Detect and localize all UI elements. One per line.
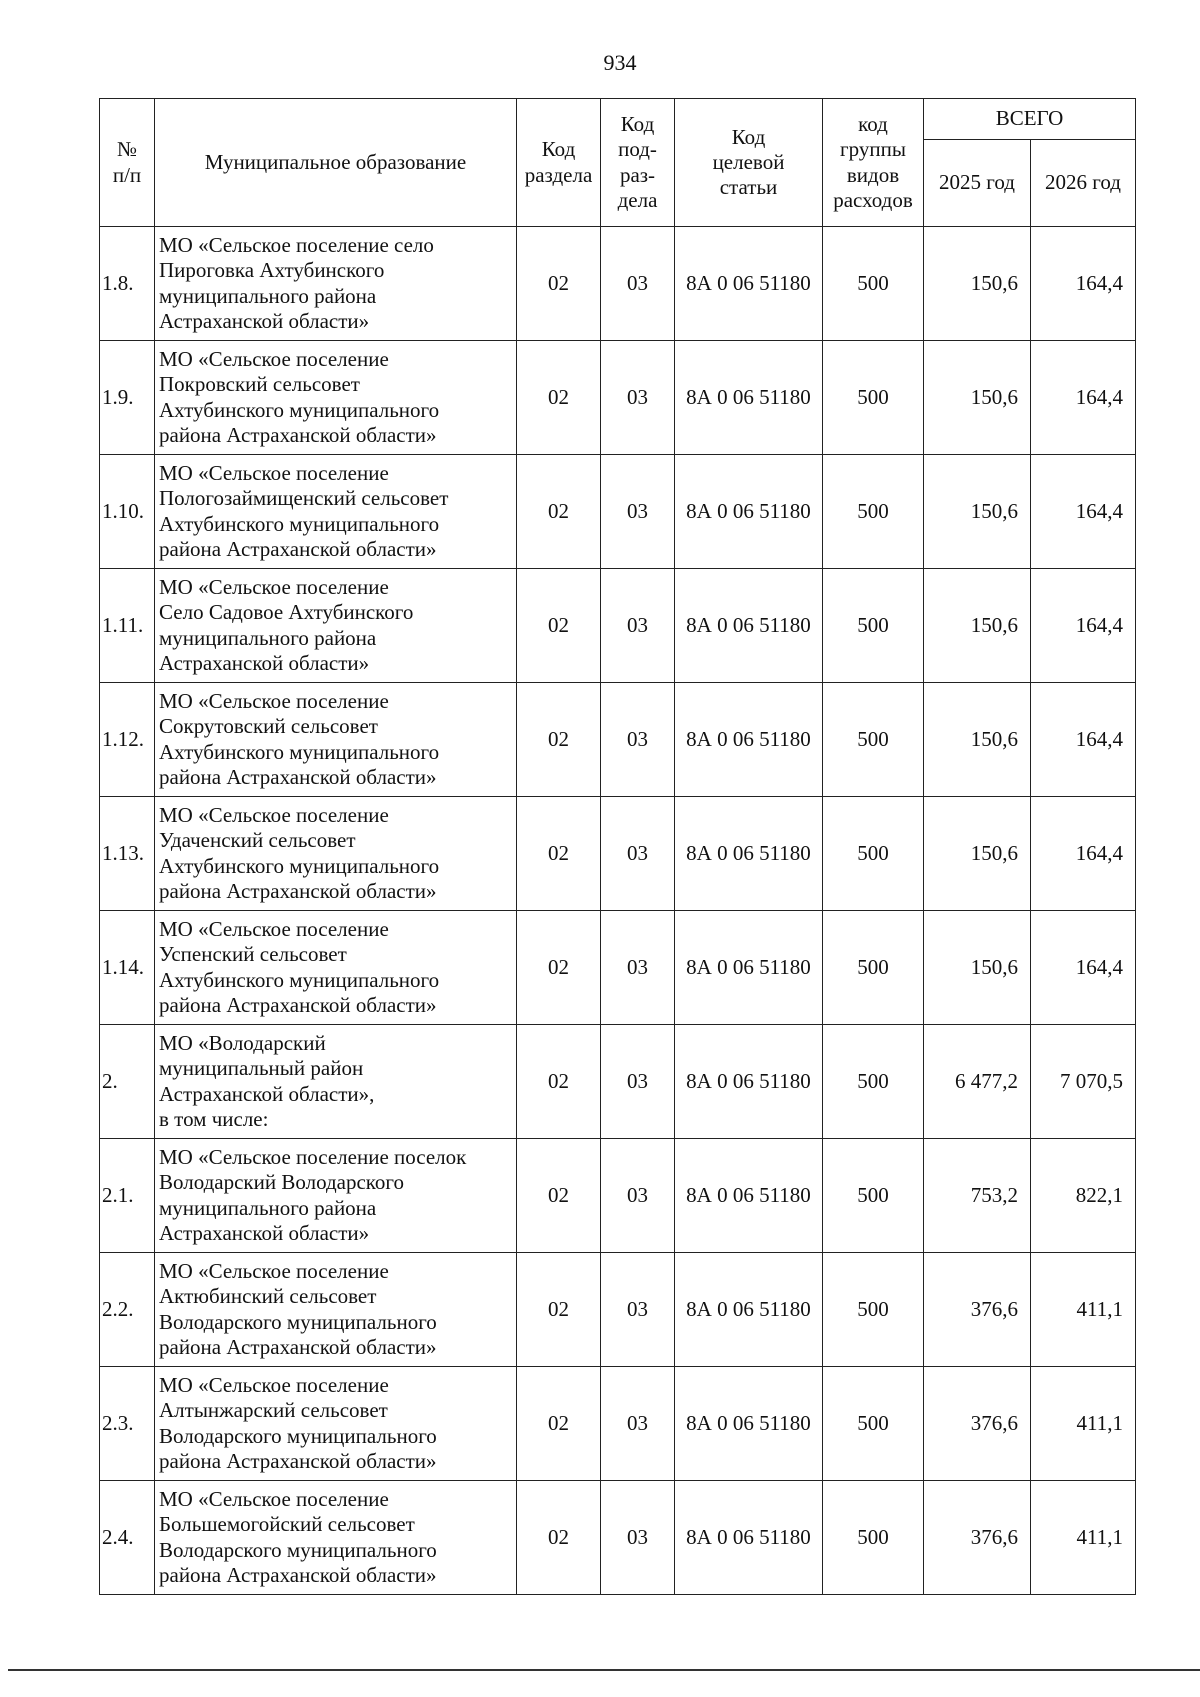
header-expense-group-code: код группы видов расходов <box>823 99 924 227</box>
subsection-code: 03 <box>601 911 675 1025</box>
target-code: 8А 0 06 51180 <box>675 227 823 341</box>
amount-2026: 822,1 <box>1031 1139 1136 1253</box>
amount-2025: 150,6 <box>924 683 1031 797</box>
target-code: 8А 0 06 51180 <box>675 1367 823 1481</box>
amount-2026: 164,4 <box>1031 911 1136 1025</box>
table-row <box>100 1481 1136 1595</box>
expense-group-code: 500 <box>823 1025 924 1139</box>
municipality-name: МО «Сельское поселение село Пироговка Ахтубинского муниципального района Астраханской области» <box>155 227 517 341</box>
section-code: 02 <box>517 341 601 455</box>
table-row <box>100 227 1136 341</box>
municipality-name: МО «Сельское поселение Алтынжарский сельсовет Володарского муниципального района Астраханской области» <box>155 1367 517 1481</box>
expense-group-code: 500 <box>823 455 924 569</box>
page-number: 934 <box>603 50 637 75</box>
table-body <box>100 227 1136 1595</box>
table-row <box>100 797 1136 911</box>
section-code: 02 <box>517 1139 601 1253</box>
amount-2026: 411,1 <box>1031 1367 1136 1481</box>
expense-group-code: 500 <box>823 797 924 911</box>
header-year-2026: 2026 год <box>1031 140 1136 227</box>
amount-2025: 150,6 <box>924 911 1031 1025</box>
row-number: 2.3. <box>100 1367 155 1481</box>
table-row <box>100 455 1136 569</box>
table-row <box>100 911 1136 1025</box>
expense-group-code: 500 <box>823 1367 924 1481</box>
row-number: 1.10. <box>100 455 155 569</box>
expense-group-code: 500 <box>823 911 924 1025</box>
amount-2025: 753,2 <box>924 1139 1031 1253</box>
municipality-name: МО «Сельское поселение Пологозаймищенский сельсовет Ахтубинского муниципального района Астраханской области» <box>155 455 517 569</box>
table-row <box>100 569 1136 683</box>
amount-2025: 150,6 <box>924 227 1031 341</box>
section-code: 02 <box>517 569 601 683</box>
header-municipality: Муниципальное образование <box>155 99 517 227</box>
amount-2026: 164,4 <box>1031 455 1136 569</box>
table-row <box>100 1025 1136 1139</box>
target-code: 8А 0 06 51180 <box>675 569 823 683</box>
target-code: 8А 0 06 51180 <box>675 1253 823 1367</box>
amount-2026: 164,4 <box>1031 569 1136 683</box>
bottom-divider <box>8 1669 1200 1671</box>
amount-2025: 150,6 <box>924 569 1031 683</box>
expense-group-code: 500 <box>823 341 924 455</box>
municipality-name: МО «Сельское поселение Покровский сельсовет Ахтубинского муниципального района Астраханской области» <box>155 341 517 455</box>
section-code: 02 <box>517 1025 601 1139</box>
subsection-code: 03 <box>601 1481 675 1595</box>
target-code: 8А 0 06 51180 <box>675 1139 823 1253</box>
expense-group-code: 500 <box>823 1253 924 1367</box>
row-number: 2.4. <box>100 1481 155 1595</box>
amount-2026: 164,4 <box>1031 797 1136 911</box>
target-code: 8А 0 06 51180 <box>675 683 823 797</box>
municipality-name: МО «Сельское поселение Успенский сельсовет Ахтубинского муниципального района Астраханской области» <box>155 911 517 1025</box>
amount-2025: 6 477,2 <box>924 1025 1031 1139</box>
subsection-code: 03 <box>601 683 675 797</box>
amount-2025: 150,6 <box>924 455 1031 569</box>
row-number: 1.8. <box>100 227 155 341</box>
subsection-code: 03 <box>601 569 675 683</box>
target-code: 8А 0 06 51180 <box>675 341 823 455</box>
table-row <box>100 341 1136 455</box>
section-code: 02 <box>517 227 601 341</box>
municipality-name: МО «Сельское поселение Большемогойский сельсовет Володарского муниципального района Астраханской области» <box>155 1481 517 1595</box>
amount-2025: 150,6 <box>924 341 1031 455</box>
municipality-name: МО «Сельское поселение Удаченский сельсовет Ахтубинского муниципального района Астраханской области» <box>155 797 517 911</box>
row-number: 1.12. <box>100 683 155 797</box>
municipality-name: МО «Сельское поселение Сокрутовский сельсовет Ахтубинского муниципального района Астраханской области» <box>155 683 517 797</box>
municipality-name: МО «Володарский муниципальный район Астраханской области», в том числе: <box>155 1025 517 1139</box>
table-row <box>100 1139 1136 1253</box>
table-row <box>100 1253 1136 1367</box>
header-num: № п/п <box>100 99 155 227</box>
row-number: 2.2. <box>100 1253 155 1367</box>
municipality-name: МО «Сельское поселение Село Садовое Ахтубинского муниципального района Астраханской области» <box>155 569 517 683</box>
municipality-name: МО «Сельское поселение Актюбинский сельсовет Володарского муниципального района Астраханской области» <box>155 1253 517 1367</box>
section-code: 02 <box>517 1253 601 1367</box>
expense-group-code: 500 <box>823 569 924 683</box>
amount-2025: 376,6 <box>924 1367 1031 1481</box>
row-number: 1.9. <box>100 341 155 455</box>
row-number: 1.14. <box>100 911 155 1025</box>
amount-2026: 411,1 <box>1031 1253 1136 1367</box>
section-code: 02 <box>517 1367 601 1481</box>
section-code: 02 <box>517 1481 601 1595</box>
subsection-code: 03 <box>601 1253 675 1367</box>
header-subsection-code: Код под- раз- дела <box>601 99 675 227</box>
table-header <box>100 99 1136 227</box>
amount-2026: 164,4 <box>1031 341 1136 455</box>
expense-group-code: 500 <box>823 227 924 341</box>
budget-table <box>99 98 1136 1595</box>
amount-2026: 164,4 <box>1031 683 1136 797</box>
amount-2025: 376,6 <box>924 1481 1031 1595</box>
subsection-code: 03 <box>601 341 675 455</box>
section-code: 02 <box>517 683 601 797</box>
section-code: 02 <box>517 911 601 1025</box>
target-code: 8А 0 06 51180 <box>675 1025 823 1139</box>
row-number: 2.1. <box>100 1139 155 1253</box>
subsection-code: 03 <box>601 1139 675 1253</box>
amount-2025: 150,6 <box>924 797 1031 911</box>
subsection-code: 03 <box>601 227 675 341</box>
header-target-code: Код целевой статьи <box>675 99 823 227</box>
target-code: 8А 0 06 51180 <box>675 455 823 569</box>
municipality-name: МО «Сельское поселение поселок Володарский Володарского муниципального района Астраханской области» <box>155 1139 517 1253</box>
expense-group-code: 500 <box>823 1481 924 1595</box>
expense-group-code: 500 <box>823 1139 924 1253</box>
amount-2026: 7 070,5 <box>1031 1025 1136 1139</box>
row-number: 2. <box>100 1025 155 1139</box>
amount-2025: 376,6 <box>924 1253 1031 1367</box>
row-number: 1.13. <box>100 797 155 911</box>
amount-2026: 164,4 <box>1031 227 1136 341</box>
section-code: 02 <box>517 455 601 569</box>
header-year-2025: 2025 год <box>924 140 1031 227</box>
section-code: 02 <box>517 797 601 911</box>
target-code: 8А 0 06 51180 <box>675 797 823 911</box>
subsection-code: 03 <box>601 797 675 911</box>
table-row <box>100 683 1136 797</box>
table-row <box>100 1367 1136 1481</box>
row-number: 1.11. <box>100 569 155 683</box>
amount-2026: 411,1 <box>1031 1481 1136 1595</box>
subsection-code: 03 <box>601 1025 675 1139</box>
header-total: ВСЕГО <box>924 99 1136 140</box>
subsection-code: 03 <box>601 455 675 569</box>
target-code: 8А 0 06 51180 <box>675 1481 823 1595</box>
target-code: 8А 0 06 51180 <box>675 911 823 1025</box>
subsection-code: 03 <box>601 1367 675 1481</box>
expense-group-code: 500 <box>823 683 924 797</box>
header-section-code: Код раздела <box>517 99 601 227</box>
